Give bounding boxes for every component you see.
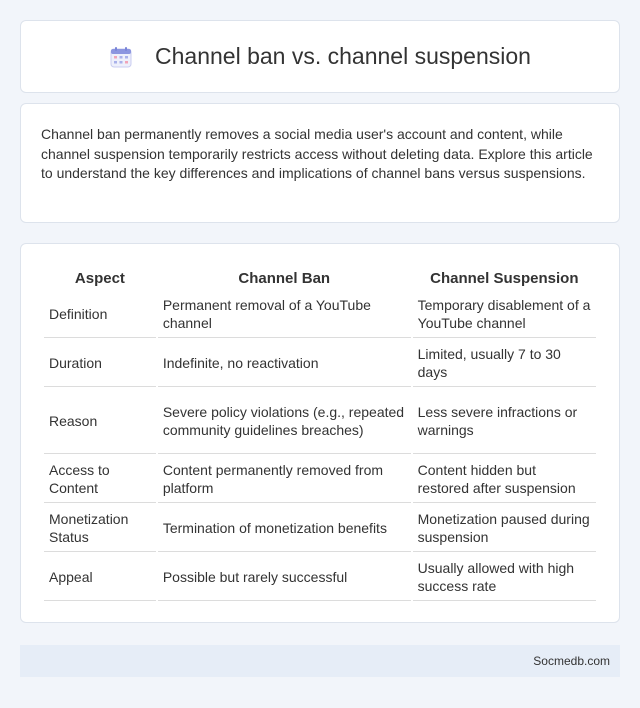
table-cell-suspension: Monetization paused during suspension xyxy=(413,505,596,552)
table-cell-suspension: Less severe infractions or warnings xyxy=(413,389,596,454)
header-aspect: Aspect xyxy=(74,270,125,287)
header-card xyxy=(20,20,620,93)
table-row xyxy=(44,340,596,387)
table-cell-ban: Permanent removal of a YouTube channel xyxy=(158,291,411,338)
table-cell-aspect: Monetization Status xyxy=(44,505,156,552)
comparison-table xyxy=(42,264,598,603)
table-cell-ban: Indefinite, no reactivation xyxy=(158,340,411,387)
table-row xyxy=(44,505,596,552)
table-row xyxy=(44,389,596,454)
table-cell-aspect: Access to Content xyxy=(44,456,156,503)
table-cell-suspension: Limited, usually 7 to 30 days xyxy=(413,340,596,387)
calendar-icon xyxy=(109,45,133,69)
header xyxy=(109,43,531,70)
table-cell-ban: Content permanently removed from platform xyxy=(158,456,411,503)
table-cell-ban: Severe policy violations (e.g., repeated community guidelines breaches) xyxy=(158,389,411,454)
table-row xyxy=(44,456,596,503)
table-row xyxy=(44,291,596,338)
table-cell-ban: Termination of monetization benefits xyxy=(158,505,411,552)
intro-text: Channel ban permanently removes a social media user's account and content, while channel suspension temporarily restricts access without deleting data. Explore this article to understand the key differences and implications of channel bans versus suspensions. xyxy=(41,126,593,181)
footer-bar xyxy=(20,645,620,677)
table-cell-suspension: Usually allowed with high success rate xyxy=(413,554,596,601)
table-cell-suspension: Content hidden but restored after suspension xyxy=(413,456,596,503)
table-cell-suspension: Temporary disablement of a YouTube channel xyxy=(413,291,596,338)
header-channel-ban: Channel Ban xyxy=(238,270,331,287)
table-card xyxy=(20,243,620,623)
intro-card xyxy=(20,103,620,223)
table-cell-ban: Possible but rarely successful xyxy=(158,554,411,601)
page-title: Channel ban vs. channel suspension xyxy=(155,43,531,69)
table-cell-aspect: Definition xyxy=(44,291,156,338)
table-header-row xyxy=(44,266,596,289)
header-channel-suspension: Channel Suspension xyxy=(430,270,579,287)
table-row xyxy=(44,554,596,601)
table-cell-aspect: Duration xyxy=(44,340,156,387)
table-cell-aspect: Appeal xyxy=(44,554,156,601)
footer-source: Socmedb.com xyxy=(533,654,610,668)
table-cell-aspect: Reason xyxy=(44,389,156,454)
